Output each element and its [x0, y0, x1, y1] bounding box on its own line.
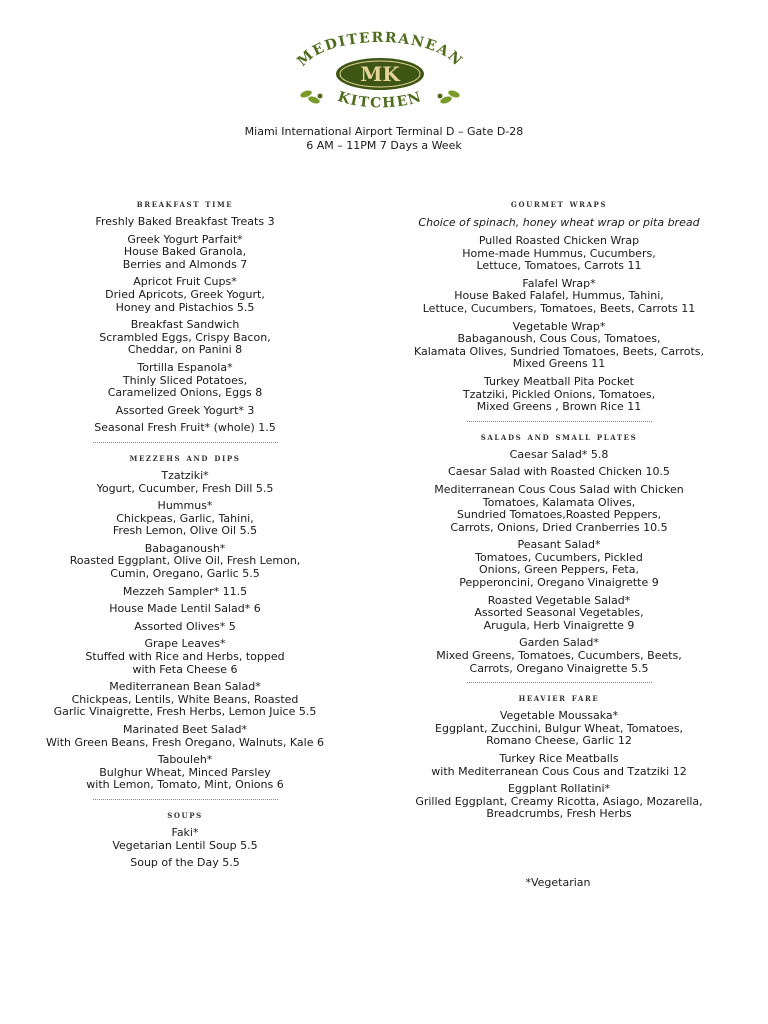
menu-item [0, 586, 370, 599]
menu-item-name: Breakfast Sandwich [130, 318, 240, 332]
section-title-salads-and-small-plates: salads and small plates [480, 430, 638, 443]
section-divider [467, 682, 652, 683]
menu-item-name: Apricot Fruit Cups* [133, 275, 237, 289]
menu-item-description: Scrambled Eggs, Crispy Bacon, [99, 330, 271, 344]
section-title-heavier-fare: heavier fare [518, 692, 600, 705]
menu-item-name: Vegetable Wrap* [512, 319, 606, 333]
menu-item-name: Tortilla Espanola* [137, 360, 233, 374]
menu-item-name: Eggplant Rollatini* [507, 782, 611, 796]
menu-item-name: Faki* [171, 825, 199, 839]
menu-item-name: Caesar Salad* 5.8 [509, 447, 609, 461]
menu-item-name: Assorted Greek Yogurt* 3 [115, 403, 255, 417]
menu-item-description: Tomatoes, Kalamata Olives, [482, 495, 636, 509]
menu-item [0, 405, 370, 418]
menu-item-description: Caramelized Onions, Eggs 8 [107, 386, 263, 400]
section-divider [93, 442, 278, 443]
menu-item-description: Cumin, Oregano, Garlic 5.5 [110, 567, 260, 581]
menu-item-description: Breadcrumbs, Fresh Herbs [486, 807, 632, 821]
menu-item-description: Bulghur Wheat, Minced Parsley [99, 765, 271, 779]
menu-item-name: Hummus* [157, 499, 213, 513]
menu-item [0, 827, 370, 852]
menu-item-description: Grilled Eggplant, Creamy Ricotta, Asiago, Mozarella, [415, 794, 703, 808]
menu-item [0, 500, 370, 538]
section-title-gourmet-wraps: gourmet wraps [510, 198, 608, 210]
menu-item [0, 470, 370, 495]
menu-item [374, 376, 744, 414]
menu-item-name: Marinated Beet Salad* [123, 723, 247, 736]
section-title-soups: soups [167, 808, 203, 821]
section-title-breakfast-time: breakfast time [136, 198, 234, 210]
menu-item-name: Vegetable Moussaka* [499, 709, 619, 723]
menu-item-name: Babaganoush* [144, 541, 226, 555]
menu-item-description: Babaganoush, Cous Cous, Tomatoes, [457, 332, 661, 346]
menu-item-description: Home-made Hummus, Cucumbers, [462, 246, 656, 260]
menu-item [374, 783, 744, 821]
menu-item-description: Onions, Green Peppers, Feta, [479, 563, 639, 577]
menu-item-name: Grape Leaves* [144, 637, 226, 651]
menu-item-description: Sundried Tomatoes,Roasted Peppers, [456, 508, 662, 522]
menu-item [374, 595, 744, 633]
menu-item [0, 638, 370, 676]
menu-item-description: Carrots, Oregano Vinaigrette 5.5 [469, 661, 649, 675]
menu-item [374, 753, 744, 778]
menu-item-description: Chickpeas, Lentils, White Beans, Roasted [71, 692, 299, 706]
menu-item [0, 276, 370, 314]
restaurant-logo [290, 30, 470, 118]
menu-item-name: Mediterranean Bean Salad* [109, 680, 261, 694]
menu-item [374, 539, 744, 589]
menu-item [0, 543, 370, 581]
menu-item-description: House Baked Granola, [123, 245, 247, 259]
menu-item-description: Yogurt, Cucumber, Fresh Dill 5.5 [96, 481, 274, 495]
menu-item-description: Romano Cheese, Garlic 12 [486, 734, 632, 748]
menu-item [374, 710, 744, 748]
menu-item-description: Vegetarian Lentil Soup 5.5 [112, 838, 258, 852]
menu-item-description: Tzatziki, Pickled Onions, Tomatoes, [462, 387, 656, 401]
menu-item-description: Tomatoes, Cucumbers, Pickled [475, 550, 643, 564]
menu-item [374, 321, 744, 371]
menu-item-name: Tabouleh* [157, 753, 213, 767]
menu-item [0, 234, 370, 272]
menu-item [0, 422, 370, 435]
menu-item-name: Roasted Vegetable Salad* [487, 593, 631, 607]
menu-item-name: House Made Lentil Salad* 6 [109, 602, 261, 616]
menu-item-description: Dried Apricots, Greek Yogurt, [105, 287, 265, 301]
menu-item-name: Seasonal Fresh Fruit* (whole) 1.5 [94, 421, 276, 435]
menu-item [374, 449, 744, 462]
menu-item-description: Honey and Pistachios 5.5 [115, 300, 255, 314]
menu-item-description: Fresh Lemon, Olive Oil 5.5 [112, 524, 258, 538]
logo-top-text: MEDITERRANEAN [294, 30, 466, 70]
menu-item-name: Turkey Meatball Pita Pocket [483, 374, 634, 388]
menu-item-name: Peasant Salad* [517, 538, 601, 552]
menu-item-name: Tzatziki* [161, 468, 209, 482]
menu-item [0, 603, 370, 616]
menu-item [0, 216, 370, 229]
menu-item-name: Falafel Wrap* [522, 276, 596, 290]
section-divider [93, 799, 278, 800]
menu-item-name: Assorted Olives* 5 [134, 619, 236, 633]
vegetarian-footnote: *Vegetarian [525, 876, 591, 889]
menu-item-description: Mixed Greens 11 [512, 357, 606, 371]
olive-branch-right-icon [438, 89, 461, 105]
section-title-mezzehs-and-dips: mezzehs and dips [129, 451, 241, 464]
menu-item-name: Freshly Baked Breakfast Treats 3 [95, 215, 275, 228]
menu-item-name: Caesar Salad with Roasted Chicken 10.5 [448, 465, 670, 479]
right-menu-column [374, 196, 744, 826]
menu-item-name: Greek Yogurt Parfait* [127, 232, 243, 246]
menu-item-description: Assorted Seasonal Vegetables, [474, 606, 644, 620]
menu-item-description: Berries and Almonds 7 [122, 257, 248, 271]
menu-item [0, 724, 370, 749]
menu-item [0, 857, 370, 870]
menu-item-description: Cheddar, on Panini 8 [127, 343, 243, 357]
logo-monogram: MK [360, 62, 400, 86]
menu-item-description: Pepperoncini, Oregano Vinaigrette 9 [459, 576, 659, 590]
menu-item-name: Turkey Rice Meatballs [499, 752, 619, 765]
menu-item [0, 681, 370, 719]
menu-item-description: With Green Beans, Fresh Oregano, Walnuts, Kale 6 [46, 735, 324, 749]
menu-item-name: Soup of the Day 5.5 [130, 856, 240, 870]
menu-item-description: Mixed Greens, Tomatoes, Cucumbers, Beets, [436, 649, 682, 663]
menu-item-description: Mixed Greens , Brown Rice 11 [476, 400, 642, 414]
menu-item-description: Thinly Sliced Potatoes, [122, 373, 248, 387]
menu-item [0, 362, 370, 400]
menu-item [374, 484, 744, 534]
menu-item-description: Lettuce, Cucumbers, Tomatoes, Beets, Carrots 11 [422, 301, 696, 315]
menu-item-description: with Lemon, Tomato, Mint, Onions 6 [86, 778, 284, 792]
menu-item-description: Chickpeas, Garlic, Tahini, [116, 511, 254, 525]
left-menu-column [0, 196, 370, 875]
logo-bottom-text: KITCHEN [335, 88, 425, 112]
menu-item-name: Garden Salad* [519, 636, 599, 650]
menu-item-name: Mediterranean Cous Cous Salad with Chicken [434, 482, 684, 496]
menu-item [0, 621, 370, 634]
hours-text: 6 AM – 11PM 7 Days a Week [306, 139, 462, 152]
menu-item-description: Roasted Eggplant, Olive Oil, Fresh Lemon, [69, 554, 301, 568]
menu-item [0, 754, 370, 792]
menu-item [0, 319, 370, 357]
section-intro: Choice of spinach, honey wheat wrap or pita bread [418, 216, 700, 229]
menu-item-description: Kalamata Olives, Sundried Tomatoes, Beets, Carrots, [413, 344, 705, 358]
menu-item [374, 637, 744, 675]
menu-item-description: Lettuce, Tomatoes, Carrots 11 [476, 259, 642, 273]
olive-branch-left-icon [299, 89, 322, 105]
menu-item-name: Pulled Roasted Chicken Wrap [478, 234, 640, 247]
menu-item-description: Eggplant, Zucchini, Bulgur Wheat, Tomatoes, [435, 721, 683, 735]
menu-item-description: with Mediterranean Cous Cous and Tzatziki 12 [431, 764, 687, 778]
menu-item-description: Garlic Vinaigrette, Fresh Herbs, Lemon Juice 5.5 [53, 705, 317, 719]
location-text: Miami International Airport Terminal D – Gate D-28 [244, 125, 524, 138]
menu-item-description: with Feta Cheese 6 [132, 662, 238, 676]
menu-item [374, 235, 744, 273]
menu-item [374, 466, 744, 479]
menu-item-description: Carrots, Onions, Dried Cranberries 10.5 [450, 520, 668, 534]
menu-item-description: House Baked Falafel, Hummus, Tahini, [454, 289, 664, 303]
menu-item-description: Arugula, Herb Vinaigrette 9 [483, 618, 635, 632]
menu-item [374, 278, 744, 316]
menu-item-name: Mezzeh Sampler* 11.5 [122, 584, 248, 598]
section-divider [467, 421, 652, 422]
menu-item-description: Stuffed with Rice and Herbs, topped [85, 650, 285, 664]
